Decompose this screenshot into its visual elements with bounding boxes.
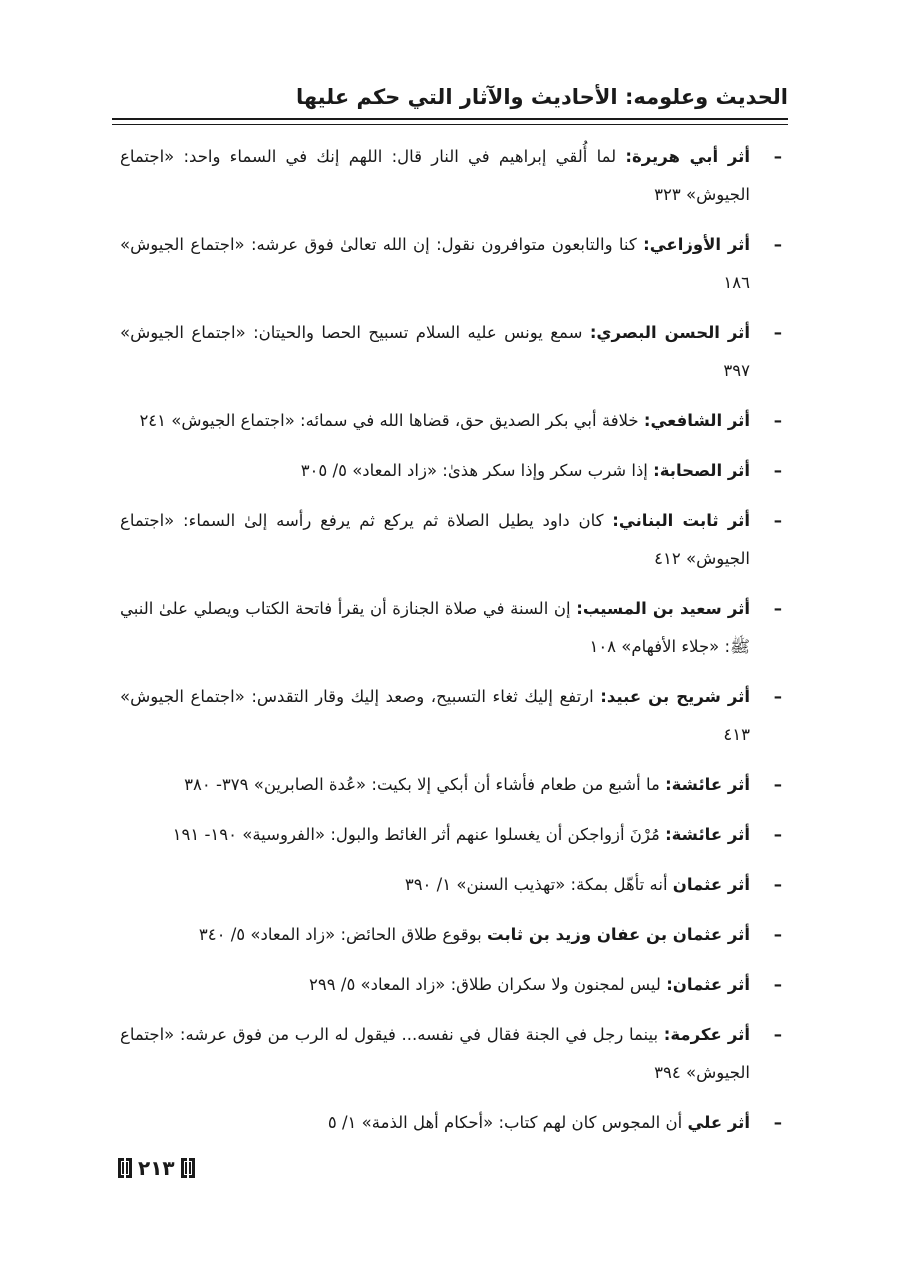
entry-text: مُرْنَ أزواجكن أن يغسلوا عنهم أثر الغائط والبول: «الفروسية» ١٩٠- ١٩١ xyxy=(172,825,666,844)
list-item xyxy=(120,966,782,1004)
entry-label: أثر عثمان xyxy=(672,875,750,894)
entry-text: ارتفع إليك ثغاء التسبيح، وصعد إليك وقار التقدس: «اجتماع الجيوش» ٤١٣ xyxy=(120,687,750,744)
entry-text: ما أشبع من طعام فأشاء أن أبكي إلا بكيت: «عُدة الصابرين» ٣٧٩- ٣٨٠ xyxy=(184,775,666,794)
entry-label: أثر عكرمة: xyxy=(663,1025,750,1044)
dash-marker: – xyxy=(773,235,782,254)
entry-label: أثر شريح بن عبيد: xyxy=(600,687,750,706)
list-item xyxy=(120,314,782,390)
entry-text: خلافة أبي بكر الصديق حق، قضاها الله في سمائه: «اجتماع الجيوش» ٢٤١ xyxy=(139,411,644,430)
entry-text: كنا والتابعون متوافرون نقول: إن الله تعالىٰ فوق عرشه: «اجتماع الجيوش» ١٨٦ xyxy=(120,235,750,292)
list-item xyxy=(120,866,782,904)
entry-label: أثر علي xyxy=(687,1113,750,1132)
entry-list xyxy=(120,138,782,1154)
entry-label: أثر عثمان بن عفان وزيد بن ثابت xyxy=(487,925,750,944)
dash-marker: – xyxy=(773,775,782,794)
entry-label: أثر الحسن البصري: xyxy=(589,323,750,342)
entry-text: ليس لمجنون ولا سكران طلاق: «زاد المعاد» ٥/ ٢٩٩ xyxy=(309,975,667,994)
list-item xyxy=(120,226,782,302)
header-rule-thin xyxy=(112,124,788,125)
entry-text: سمع يونس عليه السلام تسبيح الحصا والحيتان: «اجتماع الجيوش» ٣٩٧ xyxy=(120,323,750,380)
entry-text: لما أُلقي إبراهيم في النار قال: اللهم إنك في السماء واحد: «اجتماع الجيوش» ٣٢٣ xyxy=(120,147,750,204)
entry-text: بوقوع طلاق الحائض: «زاد المعاد» ٥/ ٣٤٠ xyxy=(198,925,488,944)
running-header: الحديث وعلومه: الأحاديث والآثار التي حكم عليها xyxy=(295,85,788,109)
list-item xyxy=(120,590,782,666)
dash-marker: – xyxy=(773,975,782,994)
entry-text: إذا شرب سكر وإذا سكر هذىٰ: «زاد المعاد» ٥/ ٣٠٥ xyxy=(300,461,654,480)
ornament-right-icon xyxy=(181,1158,195,1178)
entry-text: أنه تأهّل بمكة: «تهذيب السنن» ١/ ٣٩٠ xyxy=(404,875,673,894)
dash-marker: – xyxy=(773,411,782,430)
dash-marker: – xyxy=(773,875,782,894)
page-number: ٢١٣ xyxy=(138,1156,175,1180)
entry-text: كان داود يطيل الصلاة ثم يركع ثم يرفع رأسه إلىٰ السماء: «اجتماع الجيوش» ٤١٢ xyxy=(120,511,750,568)
entry-label: أثر الشافعي: xyxy=(643,411,750,430)
list-item xyxy=(120,678,782,754)
list-item xyxy=(120,402,782,440)
dash-marker: – xyxy=(773,1113,782,1132)
dash-marker: – xyxy=(773,147,782,166)
list-item xyxy=(120,816,782,854)
list-item xyxy=(120,502,782,578)
dash-marker: – xyxy=(773,825,782,844)
dash-marker: – xyxy=(773,323,782,342)
list-item xyxy=(120,1104,782,1142)
list-item xyxy=(120,916,782,954)
entry-label: أثر عائشة: xyxy=(665,775,750,794)
list-item xyxy=(120,1016,782,1092)
list-item xyxy=(120,766,782,804)
entry-text: إن السنة في صلاة الجنازة أن يقرأ فاتحة الكتاب ويصلي علىٰ النبي ﷺ: «جلاء الأفهام» ١٠٨ xyxy=(120,599,750,656)
dash-marker: – xyxy=(773,687,782,706)
list-item xyxy=(120,452,782,490)
dash-marker: – xyxy=(773,1025,782,1044)
header-rule-thick xyxy=(112,118,788,120)
entry-label: أثر عائشة: xyxy=(665,825,750,844)
entry-label: أثر عثمان: xyxy=(666,975,750,994)
list-item xyxy=(120,138,782,214)
dash-marker: – xyxy=(773,925,782,944)
page-footer xyxy=(118,1152,195,1184)
ornament-left-icon xyxy=(118,1158,132,1178)
entry-label: أثر ثابت البناني: xyxy=(612,511,750,530)
dash-marker: – xyxy=(773,511,782,530)
entry-label: أثر الصحابة: xyxy=(653,461,750,480)
entry-label: أثر سعيد بن المسيب: xyxy=(576,599,751,618)
dash-marker: – xyxy=(773,599,782,618)
entry-text: أن المجوس كان لهم كتاب: «أحكام أهل الذمة» ١/ ٥ xyxy=(327,1113,688,1132)
entry-label: أثر الأوزاعي: xyxy=(643,235,751,254)
entry-text: بينما رجل في الجنة فقال في نفسه... فيقول له الرب من فوق عرشه: «اجتماع الجيوش» ٣٩٤ xyxy=(120,1025,750,1082)
dash-marker: – xyxy=(773,461,782,480)
entry-label: أثر أبي هريرة: xyxy=(625,147,750,166)
